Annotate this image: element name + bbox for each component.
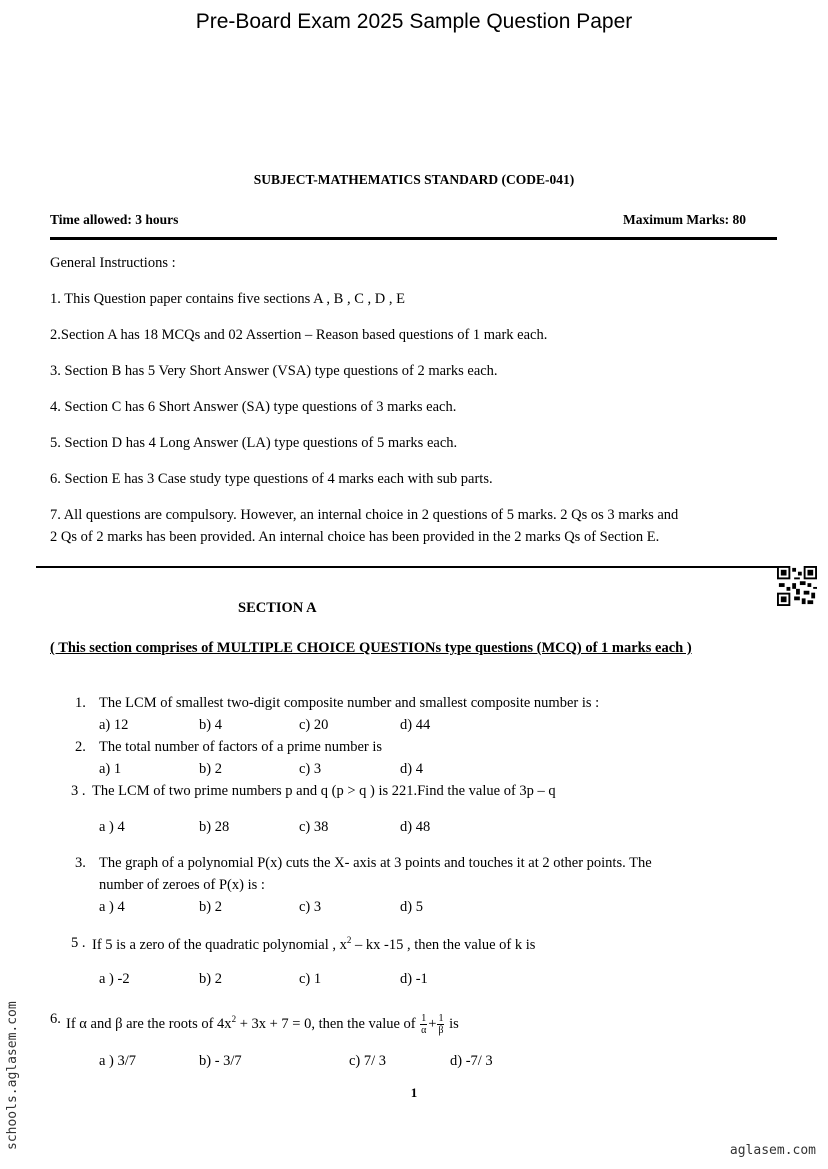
option-b: b) 2: [199, 761, 222, 777]
option-d: d) 4: [400, 761, 423, 777]
option-d: d) 44: [400, 717, 431, 733]
exponent: 2: [346, 935, 352, 945]
question-text: If 5 is a zero of the quadratic polynomial , $x^2$ – kx -15 , then the value of k is: [92, 935, 536, 953]
instruction-item: 2.Section A has 18 MCQs and 02 Assertion – Reason based questions of 1 mark each.: [50, 327, 548, 343]
header-divider: [50, 237, 777, 240]
option-d: d) -1: [400, 971, 428, 987]
watermark-right: aglasem.com: [729, 1143, 816, 1158]
question-text: The total number of factors of a prime number is: [99, 739, 383, 755]
option-a: a ) 4: [99, 819, 125, 835]
fraction-one-over-beta: $\frac{1}{\beta}$: [438, 1013, 444, 1036]
option-c: c) 3: [299, 761, 322, 777]
option-b: b) 2: [199, 899, 222, 915]
page-banner-title: Pre-Board Exam 2025 Sample Question Paper: [195, 10, 633, 33]
option-b: b) 4: [199, 717, 222, 733]
option-a: a) 12: [99, 717, 129, 733]
question-number: 3 .: [71, 783, 86, 799]
instruction-item: 7. All questions are compulsory. However, an internal choice in 2 questions of 5 marks. 2 Qs os 3 marks and: [50, 507, 679, 523]
fraction-one-over-alpha: $\frac{1}{\alpha}$: [421, 1013, 427, 1036]
section-note: ( This section comprises of MULTIPLE CHOICE QUESTIONs type questions (MCQ) of 1 marks each ): [50, 640, 692, 656]
option-a: a ) 3/7: [99, 1053, 137, 1069]
option-c: c) 3: [299, 899, 322, 915]
instruction-item: 5. Section D has 4 Long Answer (LA) type questions of 5 marks each.: [50, 435, 458, 451]
question-text: If α and β are the roots of $4x^2 + 3x + 7 = 0$, then the value of $\frac{1}{\alpha}$ + $\frac{1}{\beta}$ is: [66, 1013, 459, 1036]
section-title: SECTION A: [238, 600, 317, 616]
question-text: The LCM of smallest two-digit composite number and smallest composite number is :: [99, 695, 600, 711]
question-number: 3.: [75, 855, 86, 871]
instruction-item: 6. Section E has 3 Case study type questions of 4 marks each with sub parts.: [50, 471, 493, 487]
option-c: c) 1: [299, 971, 322, 987]
question-number: 2.: [75, 739, 86, 755]
subject-heading: SUBJECT-MATHEMATICS STANDARD (CODE-041): [253, 172, 575, 187]
option-d: d) -7/ 3: [450, 1053, 493, 1069]
instructions-heading: General Instructions :: [50, 255, 176, 271]
option-c: c) 20: [299, 717, 329, 733]
section-divider: [36, 566, 778, 568]
instruction-item: 3. Section B has 5 Very Short Answer (VSA) type questions of 2 marks each.: [50, 363, 498, 379]
option-d: d) 48: [400, 819, 431, 835]
maximum-marks: Maximum Marks: 80: [623, 212, 746, 227]
instruction-item: 1. This Question paper contains five sections A , B , C , D , E: [50, 291, 405, 307]
time-allowed: Time allowed: 3 hours: [50, 212, 179, 227]
question-text: The graph of a polynomial P(x) cuts the X- axis at 3 points and touches it at 2 other points. The: [99, 855, 652, 871]
option-c: c) 7/ 3: [349, 1053, 387, 1069]
page-number: 1: [410, 1085, 418, 1100]
option-b: b) - 3/7: [199, 1053, 242, 1069]
option-a: a ) 4: [99, 899, 125, 915]
qr-code-icon: [777, 566, 817, 606]
question-number: 1.: [75, 695, 86, 711]
option-c: c) 38: [299, 819, 329, 835]
option-b: b) 28: [199, 819, 230, 835]
option-a: a ) -2: [99, 971, 130, 987]
question-number: 6.: [50, 1011, 61, 1027]
instruction-item: 2 Qs of 2 marks has been provided. An internal choice has been provided in the 2 marks Qs of Section E.: [50, 529, 660, 545]
option-a: a) 1: [99, 761, 122, 777]
watermark-left: schools.aglasem.com: [5, 1001, 20, 1150]
instruction-item: 4. Section C has 6 Short Answer (SA) type questions of 3 marks each.: [50, 399, 457, 415]
option-d: d) 5: [400, 899, 423, 915]
question-text-continued: number of zeroes of P(x) is :: [99, 877, 265, 893]
question-text: The LCM of two prime numbers p and q (p > q ) is 221.Find the value of 3p – q: [92, 783, 556, 799]
option-b: b) 2: [199, 971, 222, 987]
exponent: 2: [231, 1014, 237, 1024]
question-number: 5 .: [71, 935, 86, 951]
